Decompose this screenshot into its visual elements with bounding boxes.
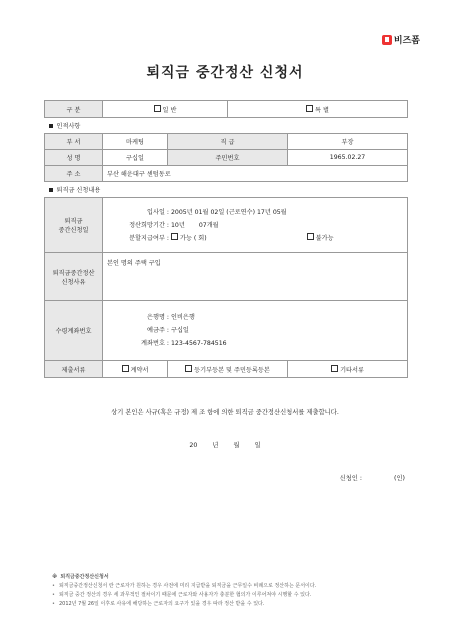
- account-number-line[interactable]: 계좌번호 : 123-4567-784516: [141, 340, 227, 347]
- checkbox-icon: [122, 365, 129, 372]
- section-apply: 퇴직금 신청내용: [45, 182, 408, 198]
- split-payment-line[interactable]: 분할지급여부 : 가능 ( 회) 불가능: [129, 234, 334, 242]
- rank-value[interactable]: 부장: [288, 134, 408, 150]
- doc-other-option[interactable]: 기타서류: [288, 361, 408, 378]
- notes-section: [52, 573, 412, 609]
- application-form: [44, 100, 407, 378]
- doc-contract-option[interactable]: 계약서: [103, 361, 168, 378]
- notes-title: ※ 퇴직금중간정산신청서: [52, 574, 109, 580]
- type-special-option[interactable]: 특 별: [228, 101, 408, 118]
- dept-label: 부 서: [45, 134, 103, 150]
- doc-registry-option[interactable]: 등기부등본 및 주민등록등본: [168, 361, 288, 378]
- docs-label: 제출서류: [45, 361, 103, 378]
- account-label: 수령계좌번호: [45, 301, 103, 361]
- bullet-icon: [49, 124, 53, 128]
- type-label: 구 분: [45, 101, 103, 118]
- checkbox-icon: [331, 365, 338, 372]
- account-details: [103, 301, 408, 361]
- rank-label: 직 급: [168, 134, 288, 150]
- checkbox-icon: [185, 365, 192, 372]
- apply-label: 퇴직금 중간신청일: [45, 198, 103, 253]
- note-item: • 2012년 7월 26일 이후로 사유에 해당하는 근로자의 요구가 있을 경우 따라 정산 받을 수 있다.: [52, 600, 412, 609]
- brand-name: 비즈폼: [393, 36, 420, 46]
- brand-logo-icon: [382, 35, 392, 45]
- submission-date[interactable]: 20 년 월 일: [189, 442, 261, 449]
- checkbox-icon: [307, 233, 314, 240]
- id-value[interactable]: 1965.02.27: [288, 150, 408, 166]
- address-value[interactable]: 부산 해운대구 센텀동로: [103, 166, 408, 182]
- name-value[interactable]: 구십일: [103, 150, 168, 166]
- join-date-line[interactable]: 입사일 : 2005년 01월 02일 (근로연수) 17년 05월: [147, 208, 287, 216]
- declaration-statement: 상기 본인은 사규(혹은 규정) 제 조 항에 의한 퇴직금 중간정산신청서를 제출합니다.: [111, 409, 339, 416]
- note-item: • 퇴직금중간정산신청서 란 근로자가 원하는 경우 사전에 미리 지급받을 퇴직금을 근무일수 비례으로 정산하는 문서이다.: [52, 582, 412, 591]
- settle-period-line[interactable]: 정산희망기간 : 10년 07개월: [129, 221, 219, 229]
- note-item: • 퇴직금 중간 정산의 경우 세 과무적인 절차이기 때문에 근로자와 사용자가 충분한 협의가 이루어져야 시행할 수 있다.: [52, 591, 412, 600]
- address-label: 주 소: [45, 166, 103, 182]
- brand-logo: [382, 33, 420, 46]
- type-general-option[interactable]: 일 반: [103, 101, 228, 118]
- checkbox-icon: [154, 105, 161, 112]
- holder-line[interactable]: 예금주 : 구십일: [147, 327, 189, 334]
- page-title: 퇴직금 중간정산 신청서: [146, 65, 304, 81]
- section-personal: 인적사항: [45, 118, 408, 134]
- dept-value[interactable]: 마케팅: [103, 134, 168, 150]
- bank-name-line[interactable]: 은행명 : 인비은행: [147, 314, 195, 321]
- reason-label: 퇴직금중간정산 신청사유: [45, 253, 103, 301]
- checkbox-icon: [171, 233, 178, 240]
- apply-details: [103, 198, 408, 253]
- name-label: 성 명: [45, 150, 103, 166]
- bullet-icon: [49, 188, 53, 192]
- reason-value[interactable]: 본인 명의 주택 구입: [103, 253, 408, 301]
- applicant-signature[interactable]: 신청인 : (인): [339, 475, 405, 482]
- checkbox-icon: [306, 105, 313, 112]
- id-label: 주민번호: [168, 150, 288, 166]
